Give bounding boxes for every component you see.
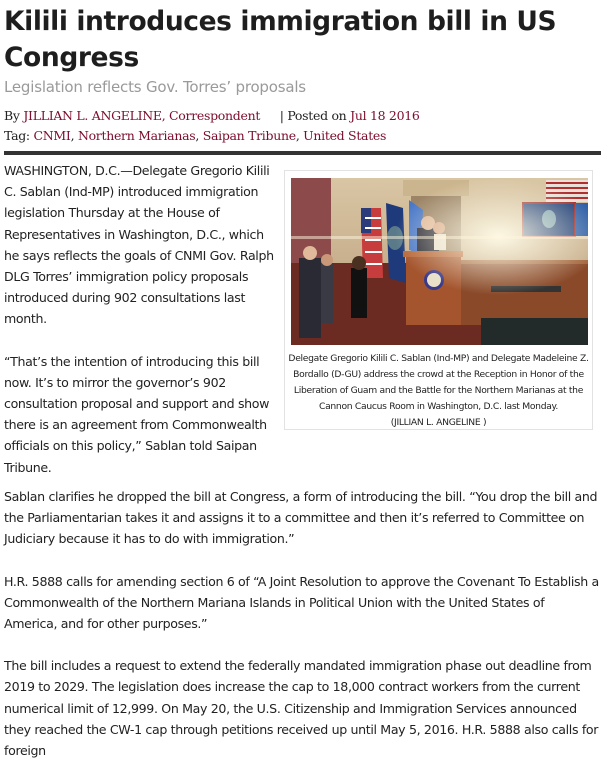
- article-photo[interactable]: [291, 178, 588, 345]
- posted-label: | Posted on: [279, 108, 347, 123]
- author-link[interactable]: JILLIAN L. ANGELINE, Correspondent: [23, 108, 261, 123]
- tag-label: Tag:: [4, 128, 30, 143]
- by-label: By: [4, 108, 20, 123]
- article-body-full: [4, 486, 601, 782]
- tag-saipan-tribune[interactable]: Saipan Tribune: [202, 128, 296, 143]
- caption-text: Delegate Gregorio Kilili C. Sablan (Ind-MP) and Delegate Madeleine Z. Bordallo (D-GU) address the crowd at the Reception in Honor of the Liberation of Guam and the Battle for the Northern Marianas at the Cannon Caucus Room in Washington, D.C. last Monday.: [288, 353, 589, 412]
- tag-list: Tag: CNMI, Northern Marianas, Saipan Tribune, United States: [4, 128, 387, 143]
- article-header: [4, 0, 601, 155]
- paragraph: WASHINGTON, D.C.—Delegate Gregorio Kilili C. Sablan (Ind-MP) introduced immigration legislation Thursday at the House of Representatives in Washington, D.C., which he says reflects the goals of CNMI Gov. Ralph DLG Torres’ immigration policy proposals introduced during 902 consultations last month.: [4, 163, 274, 327]
- article-figure: [284, 170, 593, 430]
- figure-caption: [287, 351, 590, 431]
- paragraph: H.R. 5888 calls for amending section 6 of “A Joint Resolution to approve the Covenant To Establish a Commonwealth of the Northern Mariana Islands in Political Union with the United States of America, and for other purposes.”: [4, 573, 599, 632]
- paragraph: “That’s the intention of introducing this bill now. It’s to mirror the governor’s 902 consultation proposal and support and show there is an agreement from Commonwealth officials on this policy,” Sablan told Saipan Tribune.: [4, 353, 270, 475]
- tag-cnmi[interactable]: CNMI: [33, 128, 71, 143]
- paragraph: Sablan clarifies he dropped the bill at Congress, a form of introducing the bill. “You drop the bill and the Parliamentarian takes it and assigns it to a committee and then it’s referred to Committee on Judiciary because it has to do with immigration.”: [4, 489, 598, 547]
- paragraph: The bill includes a request to extend the federally mandated immigration phase out deadline from 2019 to 2029. The legislation does increase the cap to 18,000 contract workers from the current numerical limit of 12,999. On May 20, the U.S. Citizenship and Immigration Services announced they reached the CW-1 cap through petitions received up until May 5, 2016. H.R. 5888 also calls for foreign: [4, 658, 599, 759]
- photo-illustration: [291, 178, 588, 345]
- article-subtitle: Legislation reflects Gov. Torres’ proposals: [4, 78, 306, 96]
- article-title: Kilili introduces immigration bill in US Congress: [4, 6, 557, 73]
- article-body-column: [4, 160, 274, 499]
- tag-united-states[interactable]: United States: [303, 128, 387, 143]
- byline: [4, 106, 601, 126]
- date-link[interactable]: Jul 18 2016: [350, 108, 420, 123]
- photo-credit: (JILLIAN L. ANGELINE ): [390, 417, 487, 428]
- header-divider: [4, 151, 601, 155]
- tag-northern-marianas[interactable]: Northern Marianas: [77, 128, 196, 143]
